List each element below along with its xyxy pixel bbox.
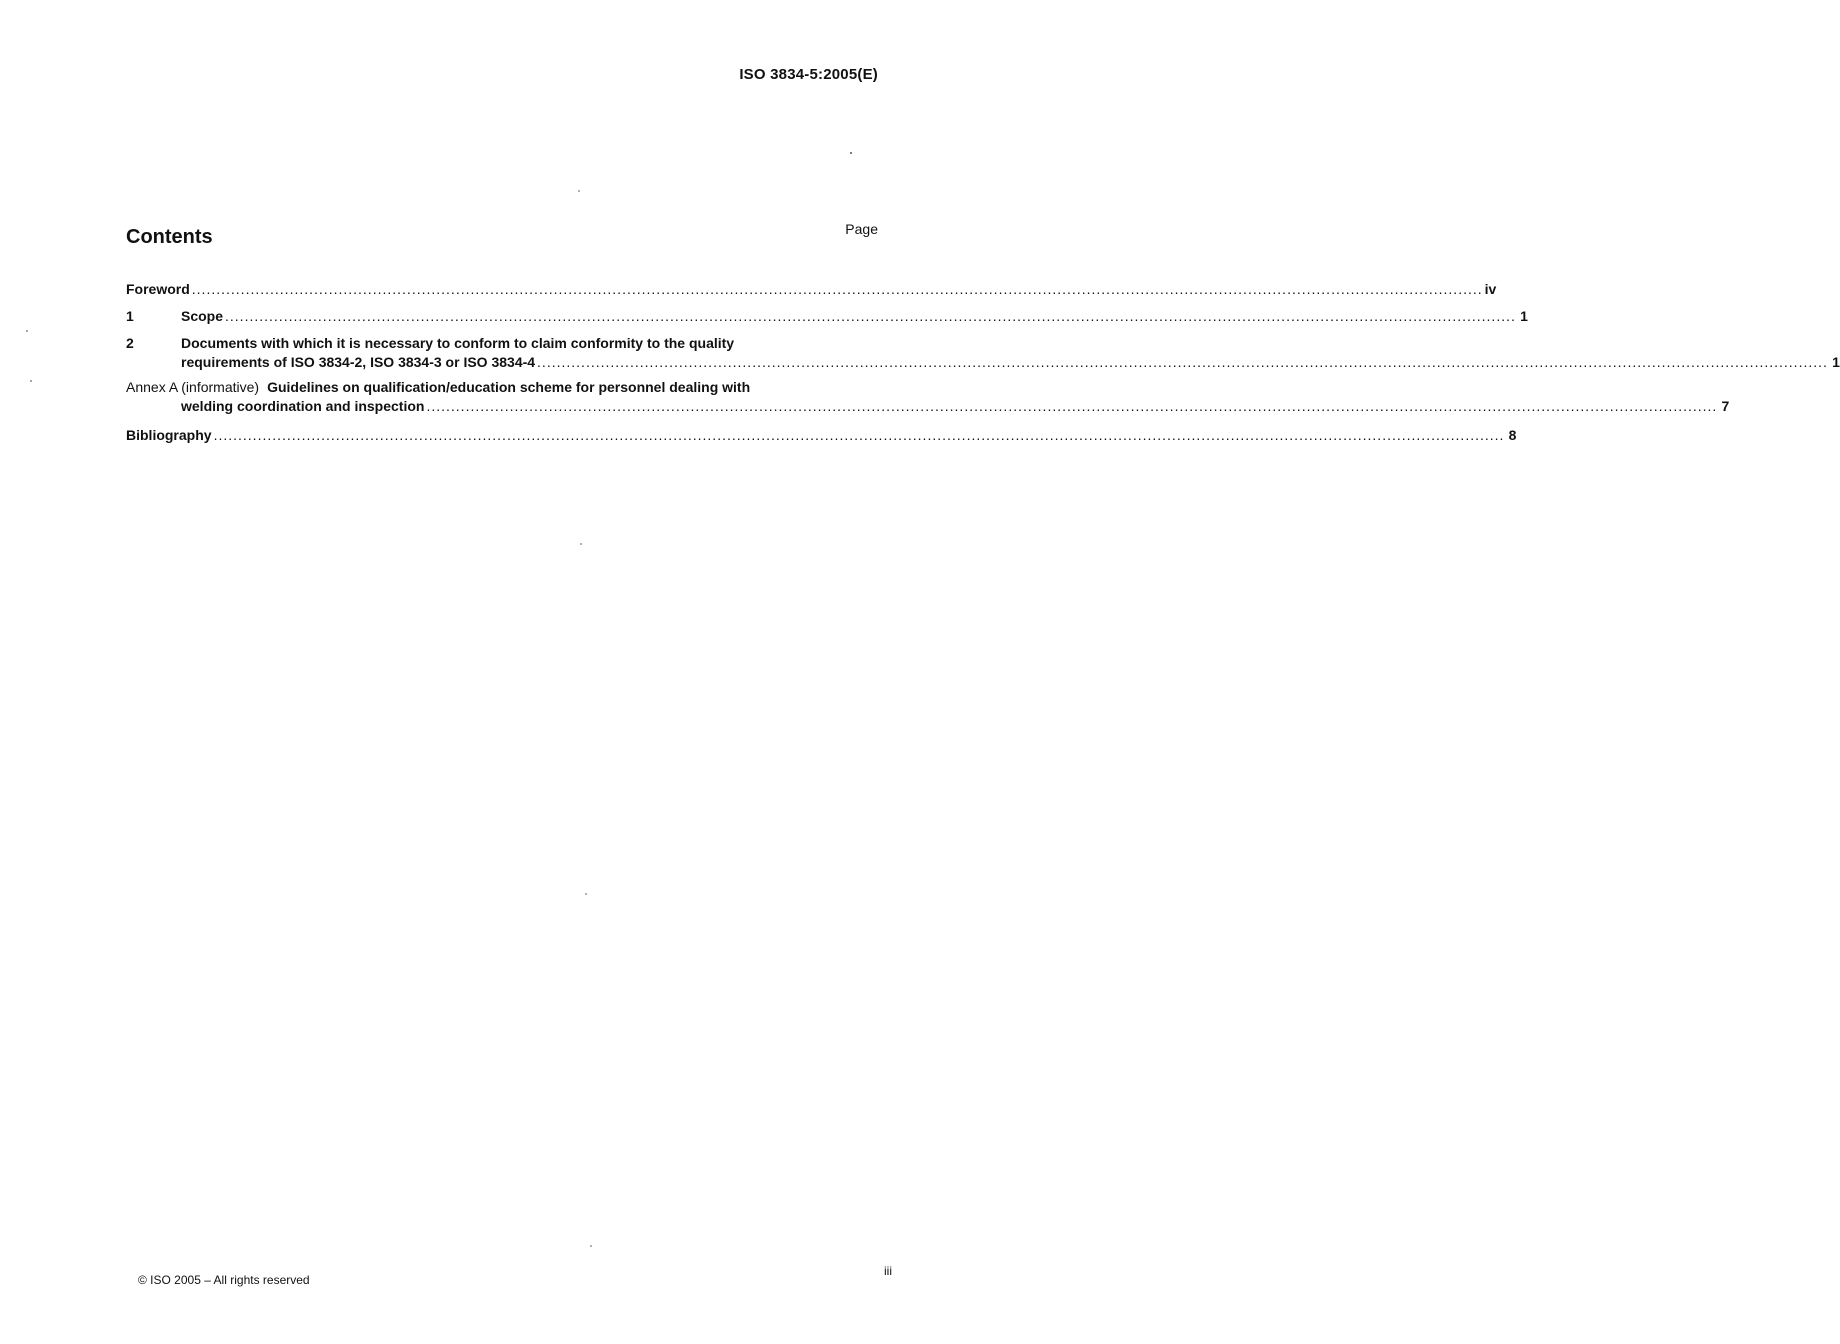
scan-speck [850,152,852,154]
toc-entry-page: 1 [1520,308,1528,324]
toc-entry-title: Guidelines on qualification/education scheme for personnel dealing with [267,379,751,395]
page-column-label: Page [845,221,878,237]
toc-entry-number: 2 [126,335,134,351]
document-id: ISO 3834-5:2005(E) [739,66,878,83]
toc-entry-number: 1 [126,308,134,324]
toc-entry-page: 1 [1832,354,1840,370]
scan-speck [580,543,582,545]
toc-entry-title-continued: requirements of ISO 3834-2, ISO 3834-3 or ISO 3834-4 [181,354,536,370]
toc-entry-page: iv [1484,281,1497,297]
page-number: iii [884,1264,892,1278]
scan-speck [590,1245,592,1247]
toc-entry-bibliography[interactable] [126,426,1517,445]
toc-leader-dots: ........................................................................................................................................................................................................................................................................ [191,281,1483,297]
toc-entry-title-continued: welding coordination and inspection [181,398,425,414]
toc-entry-title: Foreword [126,281,190,297]
toc-entry-page: 7 [1721,398,1730,414]
toc-entry-title: Documents with which it is necessary to conform to claim conformity to the quality [181,335,735,351]
toc-entry-annex-a[interactable] [126,378,1730,416]
toc-entry-scope[interactable] [126,307,1528,326]
scan-speck [26,330,28,332]
toc-leader-dots: ........................................................................................................................................................................................................................................................................ [426,398,1718,414]
scan-speck [585,893,587,895]
toc-leader-dots: ........................................................................................................................................................................................................................................................................ [213,427,1505,443]
scan-speck [578,190,580,192]
toc-leader-dots: ........................................................................................................................................................................................................................................................................ [537,354,1828,370]
copyright-notice: © ISO 2005 – All rights reserved [138,1273,310,1287]
toc-entry-foreword[interactable] [126,280,1497,299]
toc-entry-title: Bibliography [126,427,212,443]
toc-entry-title: Scope [181,308,224,324]
toc-entry-documents[interactable] [126,334,1840,372]
contents-title: Contents [126,226,213,248]
toc-leader-dots: ........................................................................................................................................................................................................................................................................ [225,308,1516,324]
scan-speck [30,380,32,382]
toc-entry-page: 8 [1508,427,1517,443]
toc-annex-prefix: Annex A (informative) [126,379,260,395]
